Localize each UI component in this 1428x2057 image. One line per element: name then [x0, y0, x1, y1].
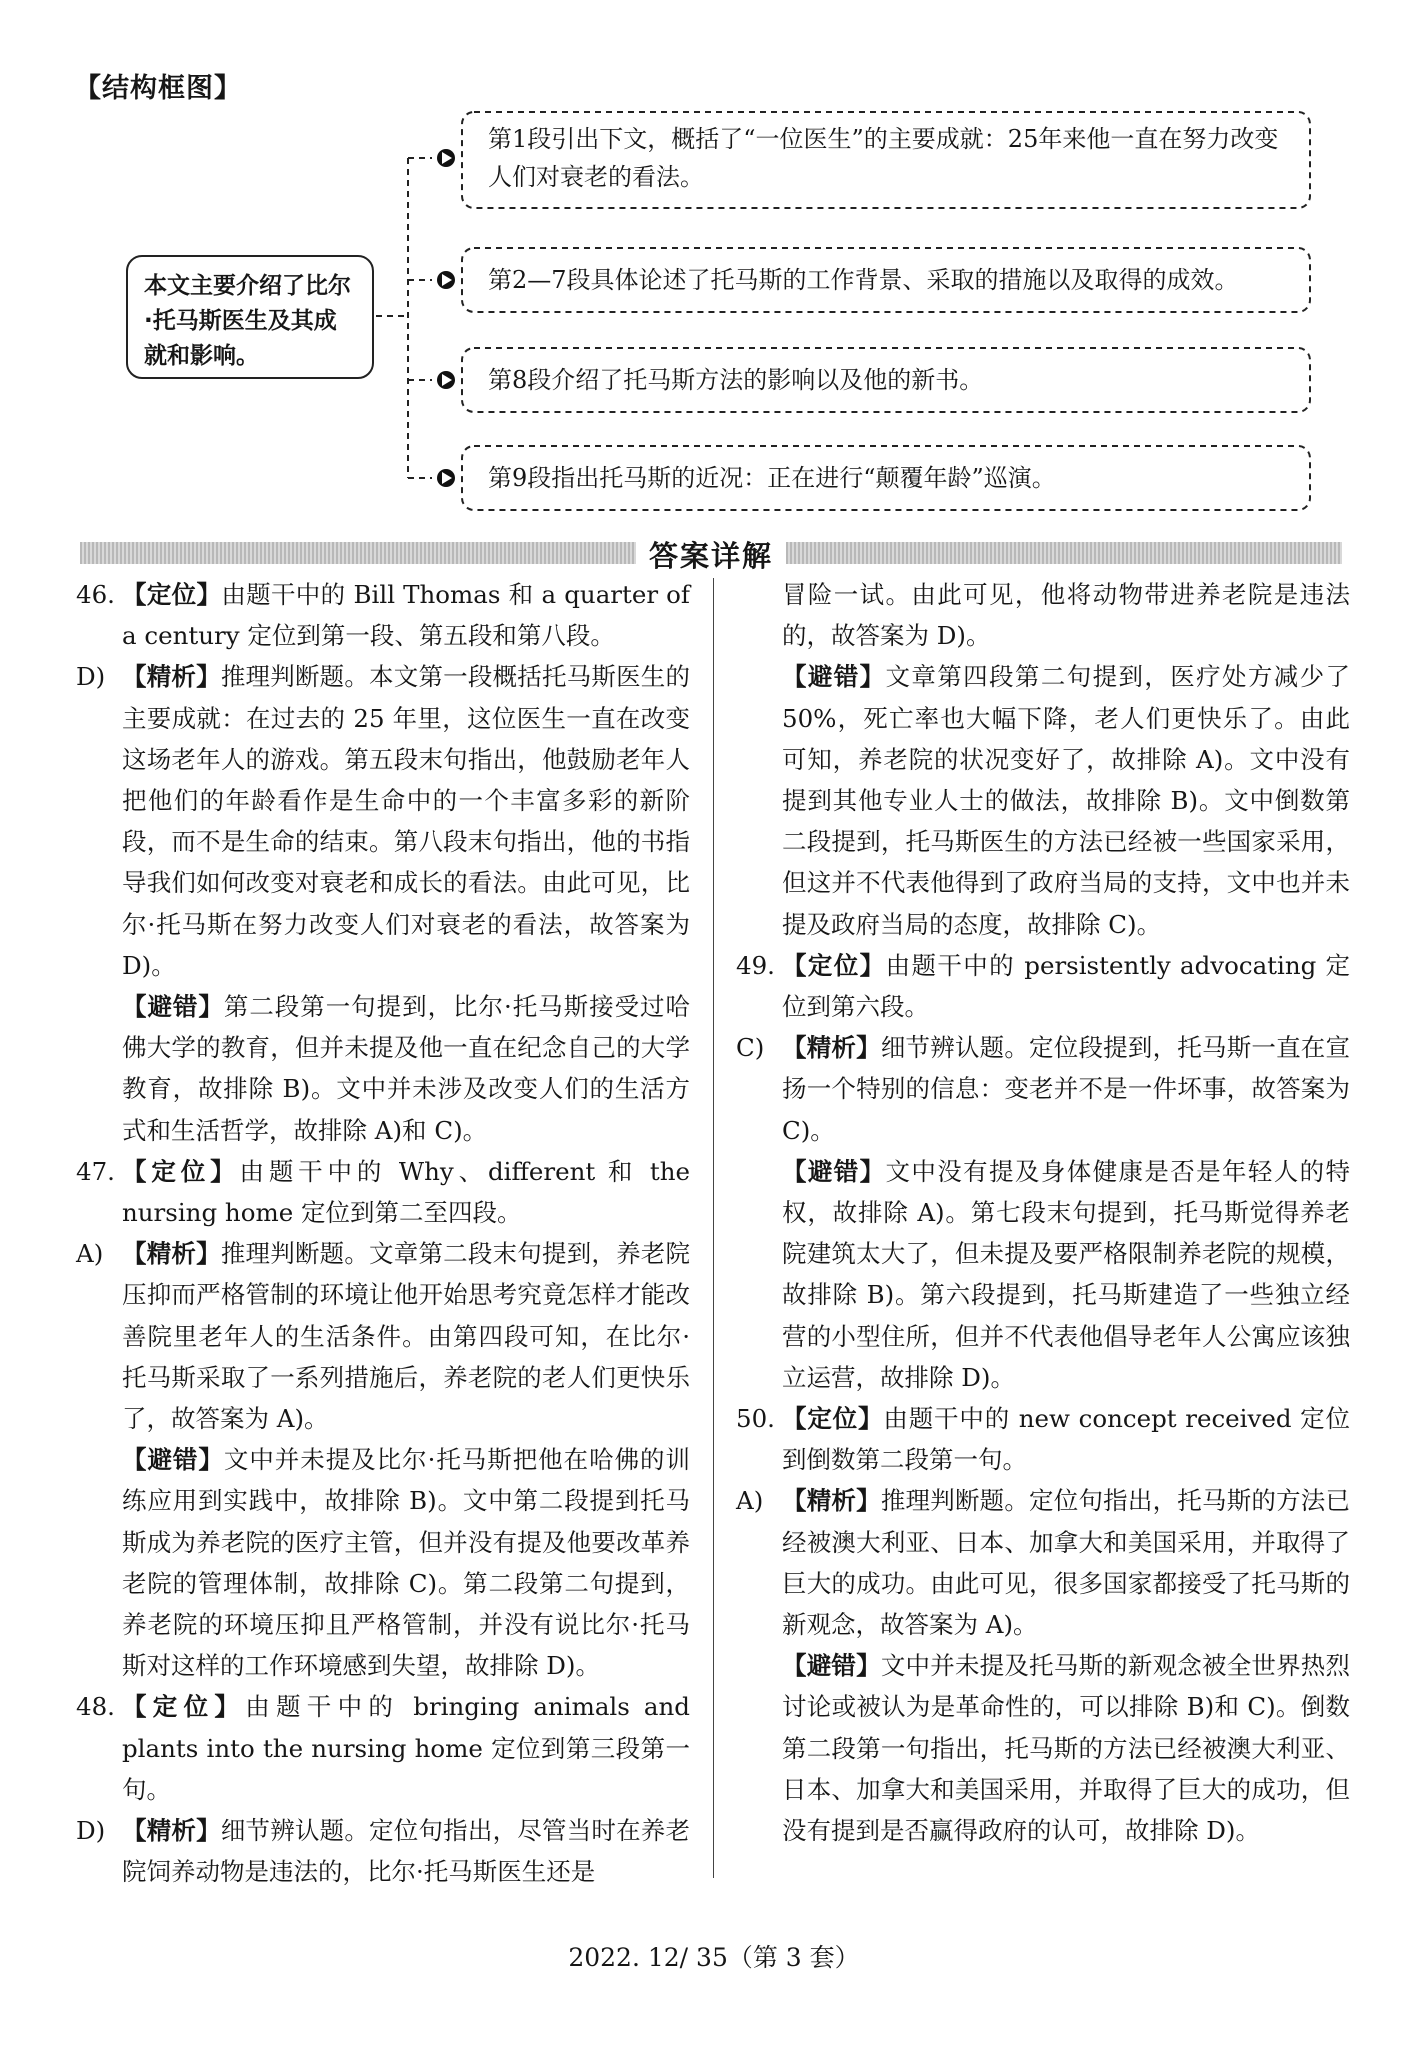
answer-entry — [76, 986, 690, 1151]
entry-tag: 【精析】 — [122, 1239, 221, 1269]
entry-number: 47. — [76, 1156, 115, 1186]
banner-title: 答案详解 — [648, 539, 773, 573]
framework-branch-2: 第2—7段具体论述了托马斯的工作背景、采取的措施以及取得的成效。 — [488, 266, 1239, 294]
entry-text: 推理判断题。定位句指出，托马斯的方法已经被澳大利亚、日本、加拿大和美国采用，并取得了巨大的成功。由此可见，很多国家都接受了托马斯的新观念，故答案为 A)。 — [782, 1486, 1351, 1640]
entry-text: 由题干中的 Bill Thomas 和 a quarter of a century 定位到第一段、第五段和第八段。 — [122, 580, 690, 651]
entry-number: D) — [76, 662, 106, 692]
entry-tag: 【避错】 — [782, 1156, 886, 1186]
answer-entry — [736, 1645, 1350, 1851]
entry-number: A) — [76, 1239, 104, 1269]
entry-tag: 【定位】 — [122, 580, 222, 609]
entry-tag: 【避错】 — [122, 1445, 224, 1475]
answer-entry — [76, 1810, 690, 1892]
entry-text: 推理判断题。文章第二段末句提到，养老院压抑而严格管制的环境让他开始思考究竟怎样才能改善院里老年人的生活条件。由第四段可知，在比尔·托马斯采取了一系列措施后，养老院的老人们更快乐了，故答案为 A)。 — [122, 1239, 691, 1434]
answer-entry — [736, 574, 1350, 656]
answer-entry — [76, 1439, 690, 1686]
answer-entry — [76, 1151, 690, 1233]
entry-number: 48. — [76, 1692, 115, 1722]
answer-entry — [736, 1480, 1350, 1645]
banner-bar-left — [80, 542, 636, 564]
framework-main-box: 本文主要介绍了比尔·托马斯医生及其成就和影响。 — [126, 255, 374, 379]
entry-text: 文章第四段第二句提到，医疗处方减少了 50%，死亡率也大幅下降，老人们更快乐了。由此可知，养老院的状况变好了，故排除 A)。文中没有提到其他专业人士的做法，故排除 B)。文中倒数第二段提到，托马斯医生的方法已经被一些国家采用，但这并不代表他得到了政府当局的支持，文中也并未提及政府当局的态度，故排除 C)。 — [782, 662, 1351, 939]
answer-column-left — [76, 574, 690, 1893]
entry-text: 由题干中的 bringing animals and plants into the nursing home 定位到第三段第一句。 — [122, 1692, 690, 1804]
answer-entry — [76, 656, 690, 986]
entry-tag: 【精析】 — [782, 1033, 881, 1063]
entry-tag: 【精析】 — [122, 662, 221, 692]
framework-heading: 【结构框图】 — [74, 73, 242, 104]
entry-number: A) — [736, 1486, 764, 1516]
entry-text: 文中没有提及身体健康是否是年轻人的特权，故排除 A)。第七段末句提到，托马斯觉得养老院建筑太大了，但未提及要严格限制养老院的规模，故排除 B)。第六段提到，托马斯建造了一些独立经营的小型住所，但并不代表他倡导老年人公寓应该独立运营，故排除 D)。 — [782, 1156, 1351, 1392]
framework-branch-1: 第1段引出下文，概括了“一位医生”的主要成就：25年来他一直在努力改变人们对衰老的看法。 — [488, 125, 1279, 191]
answer-entry — [736, 1027, 1350, 1151]
entry-number: 49. — [736, 950, 775, 980]
entry-number: 50. — [736, 1404, 775, 1434]
answer-entry — [76, 574, 690, 656]
answer-entry — [736, 1398, 1350, 1480]
answer-entry — [736, 945, 1350, 1027]
entry-number: 46. — [76, 580, 115, 609]
column-divider — [713, 578, 714, 1878]
framework-branch-4: 第9段指出托马斯的近况：正在进行“颠覆年龄”巡演。 — [488, 464, 1056, 492]
branch-arrow-icons — [437, 149, 455, 487]
entry-text: 由题干中的 new concept received 定位到倒数第二段第一句。 — [782, 1404, 1350, 1475]
answer-column-right — [736, 574, 1350, 1851]
entry-text: 由题干中的 Why、different 和 the nursing home 定位到第二至四段。 — [122, 1156, 690, 1228]
entry-tag: 【定位】 — [782, 1404, 884, 1434]
entry-text: 文中并未提及托马斯的新观念被全世界热烈讨论或被认为是革命性的，可以排除 B)和 C)。倒数第二段第一句指出，托马斯的方法已经被澳大利亚、日本、加拿大和美国采用，并取得了巨大的成功，但没有提到是否赢得政府的认可，故排除 D)。 — [782, 1651, 1351, 1846]
entry-tag: 【定位】 — [122, 1156, 240, 1186]
answer-banner — [80, 538, 1342, 573]
entry-text: 由题干中的 persistently advocating 定位到第六段。 — [782, 950, 1350, 1022]
entry-tag: 【精析】 — [122, 1816, 221, 1846]
page-footer: 2022. 12/ 35（第 3 套） — [568, 1943, 860, 1972]
entry-text: 细节辨认题。定位句指出，尽管当时在养老院饲养动物是违法的，比尔·托马斯医生还是 — [122, 1816, 691, 1887]
answer-entry — [76, 1233, 690, 1439]
entry-tag: 【避错】 — [782, 662, 886, 692]
entry-tag: 【定位】 — [122, 1692, 246, 1722]
entry-text: 细节辨认题。定位段提到，托马斯一直在宣扬一个特别的信息：变老并不是一件坏事，故答案为 C)。 — [782, 1033, 1351, 1145]
entry-tag: 【定位】 — [782, 950, 886, 980]
answer-entry — [736, 656, 1350, 944]
entry-tag: 【避错】 — [782, 1651, 881, 1681]
entry-number: C) — [736, 1033, 765, 1063]
entry-text: 文中并未提及比尔·托马斯把他在哈佛的训练应用到实践中，故排除 B)。文中第二段提到托马斯成为养老院的医疗主管，但并没有提及他要改革养老院的管理体制，故排除 C)。第二段第二句提到，养老院的环境压抑且严格管制，并没有说比尔·托马斯对这样的工作环境感到失望，故排除 D)。 — [122, 1445, 690, 1681]
entry-tag: 【精析】 — [782, 1486, 881, 1516]
entry-text: 冒险一试。由此可见，他将动物带进养老院是违法的，故答案为 D)。 — [782, 580, 1350, 651]
entry-text: 推理判断题。本文第一段概括托马斯医生的主要成就：在过去的 25 年里，这位医生一直在改变这场老年人的游戏。第五段末句指出，他鼓励老年人把他们的年龄看作是生命中的一个丰富多彩的新阶段，而不是生命的结束。第八段末句指出，他的书指导我们如何改变对衰老和成长的看法。由此可见，比尔·托马斯在努力改变人们对衰老的看法，故答案为 D)。 — [122, 662, 691, 980]
entry-text: 第二段第一句提到，比尔·托马斯接受过哈佛大学的教育，但并未提及他一直在纪念自己的大学教育，故排除 B)。文中并未涉及改变人们的生活方式和生活哲学，故排除 A)和 C)。 — [122, 992, 690, 1145]
entry-number: D) — [76, 1816, 106, 1846]
answer-entry — [736, 1151, 1350, 1398]
answer-entry — [76, 1686, 690, 1810]
entry-tag: 【避错】 — [122, 992, 224, 1022]
framework-branch-3: 第8段介绍了托马斯方法的影响以及他的新书。 — [488, 366, 984, 394]
banner-bar-right — [786, 542, 1342, 564]
